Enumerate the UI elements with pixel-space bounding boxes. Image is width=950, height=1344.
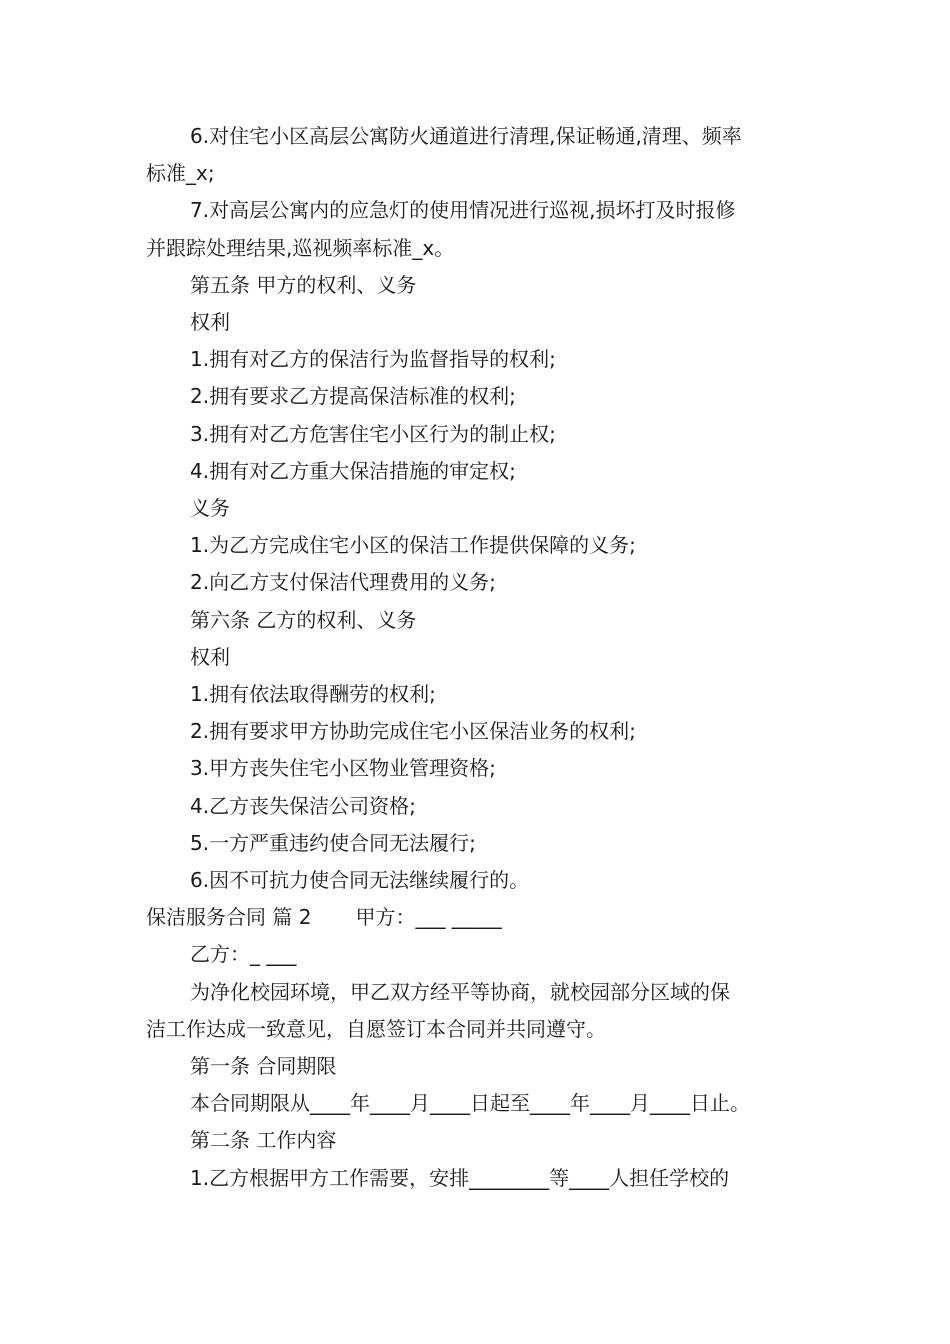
paragraph-line: 4.乙方丧失保洁公司资格; — [190, 793, 416, 818]
paragraph-line: 权利 — [190, 644, 230, 669]
document-body — [146, 118, 806, 1197]
paragraph-line: 为净化校园环境，甲乙双方经平等协商，就校园部分区域的保 — [190, 979, 730, 1004]
contract-section-2 — [146, 936, 806, 1196]
paragraph-line: 第一条 合同期限 — [190, 1054, 337, 1079]
paragraph-line: 3.拥有对乙方危害住宅小区行为的制止权; — [190, 421, 556, 446]
paragraph-line: 第二条 工作内容 — [190, 1128, 337, 1153]
paragraph-line: 并跟踪处理结果,巡视频率标准_x。 — [146, 235, 455, 260]
paragraph-line: 1.为乙方完成住宅小区的保洁工作提供保障的义务; — [190, 533, 636, 558]
paragraph-line: 标准_x; — [146, 161, 215, 186]
paragraph-line: 5.一方严重违约使合同无法履行; — [190, 830, 476, 855]
paragraph-line: 2.向乙方支付保洁代理费用的义务; — [190, 570, 496, 595]
paragraph-line: 1.拥有对乙方的保洁行为监督指导的权利; — [190, 347, 556, 372]
paragraph-line: 1.拥有依法取得酬劳的权利; — [190, 682, 436, 707]
paragraph-line: 6.因不可抗力使合同无法继续履行的。 — [190, 868, 530, 893]
contract-heading-line — [146, 899, 806, 936]
contract-section-1 — [146, 118, 806, 899]
party-a-field: 甲方：___ _____ — [355, 905, 502, 930]
paragraph-line: 洁工作达成一致意见，自愿签订本合同并共同遵守。 — [146, 1016, 606, 1041]
paragraph-line: 第五条 甲方的权利、义务 — [190, 272, 417, 297]
paragraph-line: 权利 — [190, 310, 230, 335]
paragraph-line: 乙方：_ ___ — [190, 942, 297, 967]
paragraph-line: 3.甲方丧失住宅小区物业管理资格; — [190, 756, 496, 781]
paragraph-line: 2.拥有要求乙方提高保洁标准的权利; — [190, 384, 516, 409]
paragraph-line: 6.对住宅小区高层公寓防火通道进行清理,保证畅通,清理、频率 — [190, 124, 742, 148]
paragraph-line: 本合同期限从____年____月____日起至____年____月____日止。 — [190, 1091, 750, 1116]
paragraph-line: 7.对高层公寓内的应急灯的使用情况进行巡视,损坏打及时报修 — [190, 198, 736, 223]
paragraph-line: 2.拥有要求甲方协助完成住宅小区保洁业务的权利; — [190, 719, 636, 744]
contract-title: 保洁服务合同 篇 2 — [146, 905, 312, 930]
paragraph-line: 义务 — [190, 496, 230, 521]
paragraph-line: 第六条 乙方的权利、义务 — [190, 607, 417, 632]
paragraph-line: 1.乙方根据甲方工作需要，安排________等____人担任学校的 — [190, 1165, 730, 1190]
paragraph-line: 4.拥有对乙方重大保洁措施的审定权; — [190, 458, 516, 483]
